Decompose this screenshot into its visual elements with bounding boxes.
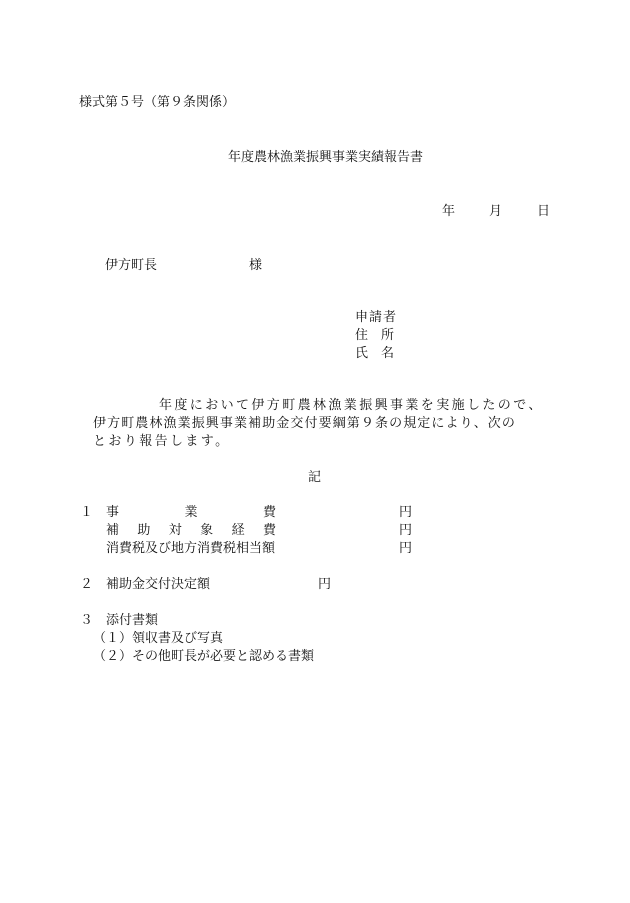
item-2-unit: 円 — [318, 577, 332, 592]
body-line-2: 伊方町農林漁業振興事業補助金交付要綱第９条の規定により、次の — [93, 416, 517, 431]
item-1-row-project-cost-label: 事 業 費 — [106, 505, 276, 520]
item-3-label: 添付書類 — [106, 613, 159, 628]
item-1-row-subsidy-eligible-unit: 円 — [399, 523, 413, 538]
applicant-address-label: 住 所 — [355, 328, 395, 343]
ki-heading: 記 — [308, 470, 322, 485]
item-1-row-tax-unit: 円 — [399, 541, 413, 556]
date-day: 日 — [537, 204, 551, 219]
addressee-name: 伊方町長 — [105, 258, 158, 273]
form-number: 様式第５号（第９条関係） — [79, 95, 236, 110]
item-1-row-tax-label: 消費税及び地方消費税相当額 — [106, 541, 276, 556]
applicant-name-label: 氏 名 — [355, 346, 395, 361]
date-month: 月 — [489, 204, 503, 219]
item-3-number: ３ — [80, 613, 94, 628]
item-1-number: １ — [80, 505, 94, 520]
item-3-subitem-2: （２）その他町長が必要と認める書類 — [93, 649, 315, 664]
item-1-row-project-cost-unit: 円 — [399, 505, 413, 520]
body-line-1: 年度において伊方町農林漁業振興事業を実施したので、 — [159, 398, 544, 413]
item-1-row-subsidy-eligible-label: 補 助 対 象 経 費 — [106, 523, 276, 538]
document-title: 年度農林漁業振興事業実績報告書 — [228, 150, 424, 165]
addressee-honorific: 様 — [249, 258, 263, 273]
item-2-label: 補助金交付決定額 — [106, 577, 211, 592]
body-line-3: とおり報告します。 — [93, 434, 231, 449]
date-year: 年 — [442, 204, 456, 219]
item-2-number: ２ — [80, 577, 94, 592]
item-3-subitem-1: （１）領収書及び写真 — [93, 631, 224, 646]
applicant-label: 申請者 — [355, 310, 398, 325]
